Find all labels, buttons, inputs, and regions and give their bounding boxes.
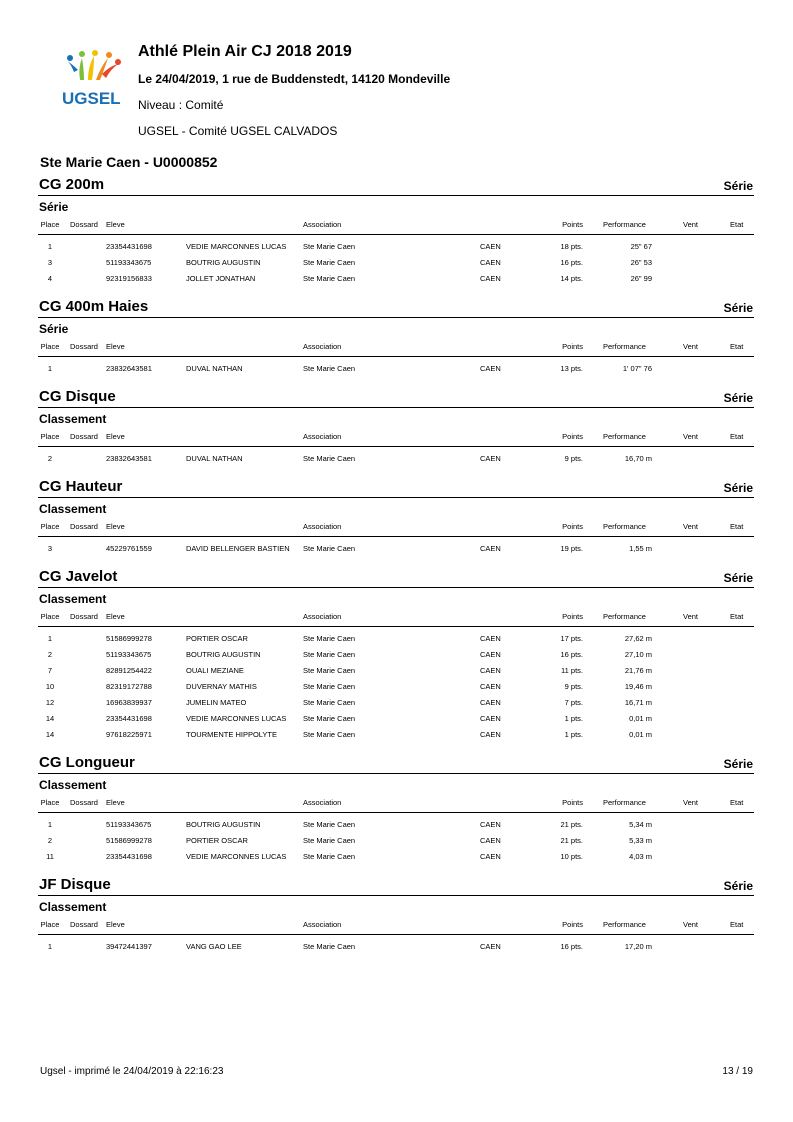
event-serie-label: Série [723,571,753,585]
event-serie-label: Série [723,179,753,193]
header-eleve: Eleve [106,798,125,807]
header-place: Place [40,612,60,621]
cell-points: 14 pts. [560,274,583,283]
header-points: Points [562,522,583,531]
cell-licence-number: 51586999278 [106,836,152,845]
table-row [38,361,754,377]
header-performance: Performance [603,612,646,621]
cell-city: CAEN [480,698,501,707]
cell-performance: 4,03 m [629,852,652,861]
event-section [38,872,754,955]
ugsel-logo-figures-icon [58,50,128,108]
cell-city: CAEN [480,242,501,251]
cell-place: 2 [47,650,53,659]
cell-place: 12 [45,698,55,707]
header-eleve: Eleve [106,522,125,531]
header-etat: Etat [730,220,744,229]
event-name: CG Disque [39,388,116,405]
event-date-place: Le 24/04/2019, 1 rue de Buddenstedt, 14120 Mondeville [138,72,451,86]
cell-association: Ste Marie Caen [303,364,356,373]
event-name: CG Hauteur [39,478,123,495]
cell-athlete-name: VEDIE MARCONNES LUCAS [186,714,287,723]
table-header-row [38,518,754,537]
cell-performance: 26" 53 [630,258,652,267]
cell-points: 1 pts. [564,714,583,723]
header-place: Place [40,920,60,929]
cell-points: 17 pts. [560,634,583,643]
cell-licence-number: 97618225971 [106,730,152,739]
cell-city: CAEN [480,454,501,463]
cell-athlete-name: PORTIER OSCAR [186,634,248,643]
cell-city: CAEN [480,730,501,739]
header-vent: Vent [683,220,699,229]
cell-association: Ste Marie Caen [303,836,356,845]
header-eleve: Eleve [106,432,125,441]
cell-licence-number: 39472441397 [106,942,152,951]
header-place: Place [40,432,60,441]
cell-association: Ste Marie Caen [303,682,356,691]
event-header [38,384,754,408]
event-header [38,474,754,498]
event-name: JF Disque [39,876,111,893]
cell-association: Ste Marie Caen [303,666,356,675]
event-serie-label: Série [723,757,753,771]
header-performance: Performance [603,432,646,441]
cell-performance: 19,46 m [624,682,652,691]
header-eleve: Eleve [106,342,125,351]
table-row [38,451,754,467]
cell-city: CAEN [480,364,501,373]
cell-athlete-name: PORTIER OSCAR [186,836,248,845]
event-subheading: Classement [39,778,107,792]
header-points: Points [562,220,583,229]
cell-place: 10 [45,682,55,691]
event-serie-label: Série [723,879,753,893]
event-subheading: Classement [39,900,107,914]
event-subheading: Classement [39,592,107,606]
cell-licence-number: 23354431698 [106,714,152,723]
header-place: Place [40,798,60,807]
cell-city: CAEN [480,942,501,951]
cell-licence-number: 23832643581 [106,454,152,463]
cell-association: Ste Marie Caen [303,650,356,659]
header-dossard: Dossard [70,798,98,807]
cell-city: CAEN [480,544,501,553]
event-header [38,872,754,896]
cell-athlete-name: BOUTRIG AUGUSTIN [186,258,261,267]
cell-athlete-name: JUMELIN MATEO [186,698,247,707]
cell-points: 11 pts. [561,666,583,675]
header-association: Association [303,432,342,441]
header-association: Association [303,220,342,229]
cell-athlete-name: DAVID BELLENGER BASTIEN [186,544,290,553]
cell-place: 1 [47,364,53,373]
cell-points: 16 pts. [560,258,583,267]
header-points: Points [562,798,583,807]
header-association: Association [303,522,342,531]
table-header-row [38,608,754,627]
cell-performance: 0,01 m [629,730,652,739]
cell-association: Ste Marie Caen [303,258,356,267]
cell-licence-number: 23832643581 [106,364,152,373]
event-section [38,172,754,287]
cell-association: Ste Marie Caen [303,852,356,861]
header-performance: Performance [603,522,646,531]
header-points: Points [562,432,583,441]
event-subheading: Classement [39,412,107,426]
header-eleve: Eleve [106,920,125,929]
header-place: Place [40,342,60,351]
cell-association: Ste Marie Caen [303,274,356,283]
cell-performance: 16,71 m [624,698,652,707]
header-association: Association [303,342,342,351]
cell-city: CAEN [480,682,501,691]
event-subheading: Série [39,200,69,214]
cell-licence-number: 92319156833 [106,274,152,283]
cell-points: 1 pts. [564,730,583,739]
cell-licence-number: 23354431698 [106,242,152,251]
cell-licence-number: 82319172788 [106,682,152,691]
logo-text: UGSEL [62,89,121,108]
cell-points: 9 pts. [564,454,583,463]
header-association: Association [303,798,342,807]
cell-city: CAEN [480,836,501,845]
table-row [38,833,754,849]
cell-performance: 5,34 m [629,820,652,829]
cell-association: Ste Marie Caen [303,242,356,251]
header-performance: Performance [603,798,646,807]
header-place: Place [40,220,60,229]
event-serie-label: Série [723,301,753,315]
event-header [38,750,754,774]
table-header-row [38,428,754,447]
cell-athlete-name: DUVAL NATHAN [186,364,243,373]
header-association: Association [303,612,342,621]
header-dossard: Dossard [70,432,98,441]
cell-place: 3 [47,258,53,267]
header-etat: Etat [730,798,744,807]
header-etat: Etat [730,522,744,531]
cell-performance: 17,20 m [624,942,652,951]
table-row [38,647,754,663]
table-row [38,631,754,647]
cell-association: Ste Marie Caen [303,544,356,553]
header-vent: Vent [683,920,699,929]
organizer: UGSEL - Comité UGSEL CALVADOS [138,124,338,138]
event-name: CG Javelot [39,568,118,585]
header-points: Points [562,920,583,929]
event-header [38,294,754,318]
cell-city: CAEN [480,666,501,675]
cell-place: 1 [47,634,53,643]
cell-athlete-name: VEDIE MARCONNES LUCAS [186,852,287,861]
cell-performance: 26" 99 [630,274,652,283]
cell-city: CAEN [480,258,501,267]
print-timestamp: Ugsel - imprimé le 24/04/2019 à 22:16:23 [40,1066,224,1077]
table-row [38,711,754,727]
cell-points: 19 pts. [560,544,583,553]
cell-place: 3 [47,544,53,553]
cell-points: 16 pts. [560,942,583,951]
event-name: CG 400m Haies [39,298,149,315]
table-row [38,663,754,679]
cell-place: 4 [47,274,53,283]
table-header-row [38,338,754,357]
cell-city: CAEN [480,650,501,659]
table-row [38,271,754,287]
header-eleve: Eleve [106,220,125,229]
header-etat: Etat [730,920,744,929]
event-header [38,172,754,196]
club-title: Ste Marie Caen - U0000852 [40,154,218,170]
cell-place: 2 [47,454,53,463]
header-association: Association [303,920,342,929]
table-row [38,727,754,743]
cell-place: 1 [47,942,53,951]
cell-points: 13 pts. [560,364,583,373]
header-place: Place [40,522,60,531]
header-vent: Vent [683,432,699,441]
table-row [38,849,754,865]
cell-place: 1 [47,820,53,829]
header-dossard: Dossard [70,220,98,229]
table-row [38,939,754,955]
header-dossard: Dossard [70,522,98,531]
competition-level: Niveau : Comité [138,98,224,112]
cell-points: 16 pts. [560,650,583,659]
cell-performance: 1,55 m [629,544,652,553]
event-section [38,564,754,743]
event-subheading: Série [39,322,69,336]
cell-performance: 16,70 m [624,454,652,463]
cell-performance: 1' 07" 76 [622,364,652,373]
cell-licence-number: 51193343675 [106,820,152,829]
cell-licence-number: 51193343675 [106,650,152,659]
cell-licence-number: 23354431698 [106,852,152,861]
event-section [38,384,754,467]
document-title: Athlé Plein Air CJ 2018 2019 [138,43,352,60]
cell-place: 1 [47,242,53,251]
cell-association: Ste Marie Caen [303,634,356,643]
header-vent: Vent [683,522,699,531]
cell-points: 7 pts. [564,698,583,707]
cell-association: Ste Marie Caen [303,942,356,951]
table-header-row [38,916,754,935]
event-section [38,750,754,865]
cell-performance: 0,01 m [629,714,652,723]
cell-athlete-name: OUALI MEZIANE [186,666,244,675]
event-subheading: Classement [39,502,107,516]
event-section [38,294,754,377]
cell-licence-number: 82891254422 [106,666,152,675]
header-points: Points [562,342,583,351]
cell-performance: 21,76 m [624,666,652,675]
cell-association: Ste Marie Caen [303,730,356,739]
cell-performance: 27,10 m [624,650,652,659]
header-performance: Performance [603,920,646,929]
header-performance: Performance [603,220,646,229]
event-section [38,474,754,557]
event-name: CG Longueur [39,754,135,771]
header-etat: Etat [730,612,744,621]
event-serie-label: Série [723,391,753,405]
cell-city: CAEN [480,634,501,643]
ugsel-logo [58,50,128,108]
event-name: CG 200m [39,176,105,193]
cell-place: 14 [45,714,55,723]
table-row [38,695,754,711]
header-eleve: Eleve [106,612,125,621]
cell-points: 10 pts. [560,852,583,861]
header-dossard: Dossard [70,920,98,929]
cell-association: Ste Marie Caen [303,454,356,463]
cell-athlete-name: BOUTRIG AUGUSTIN [186,650,261,659]
cell-athlete-name: VEDIE MARCONNES LUCAS [186,242,287,251]
cell-athlete-name: TOURMENTE HIPPOLYTE [186,730,277,739]
cell-athlete-name: JOLLET JONATHAN [186,274,256,283]
table-row [38,239,754,255]
page-number: 13 / 19 [722,1066,753,1077]
cell-performance: 27,62 m [624,634,652,643]
cell-points: 18 pts. [560,242,583,251]
cell-athlete-name: BOUTRIG AUGUSTIN [186,820,261,829]
cell-performance: 25" 67 [630,242,652,251]
cell-licence-number: 16963839937 [106,698,152,707]
cell-city: CAEN [480,852,501,861]
table-row [38,541,754,557]
header-dossard: Dossard [70,342,98,351]
table-row [38,679,754,695]
cell-athlete-name: DUVAL NATHAN [186,454,243,463]
cell-association: Ste Marie Caen [303,698,356,707]
header-dossard: Dossard [70,612,98,621]
cell-place: 2 [47,836,53,845]
cell-association: Ste Marie Caen [303,820,356,829]
cell-performance: 5,33 m [629,836,652,845]
cell-city: CAEN [480,714,501,723]
event-serie-label: Série [723,481,753,495]
event-header [38,564,754,588]
header-vent: Vent [683,612,699,621]
header-points: Points [562,612,583,621]
cell-licence-number: 51193343675 [106,258,152,267]
cell-points: 21 pts. [560,836,583,845]
cell-city: CAEN [480,274,501,283]
cell-city: CAEN [480,820,501,829]
events-list [38,172,754,962]
table-header-row [38,216,754,235]
header-vent: Vent [683,798,699,807]
table-row [38,255,754,271]
cell-licence-number: 45229761559 [106,544,152,553]
table-header-row [38,794,754,813]
table-row [38,817,754,833]
header-etat: Etat [730,342,744,351]
header-performance: Performance [603,342,646,351]
cell-points: 21 pts. [560,820,583,829]
cell-association: Ste Marie Caen [303,714,356,723]
cell-points: 9 pts. [564,682,583,691]
cell-licence-number: 51586999278 [106,634,152,643]
header-vent: Vent [683,342,699,351]
cell-place: 11 [46,852,54,861]
header-etat: Etat [730,432,744,441]
cell-place: 7 [47,666,53,675]
cell-place: 14 [45,730,55,739]
cell-athlete-name: DUVERNAY MATHIS [186,682,257,691]
cell-athlete-name: VANG GAO LEE [186,942,242,951]
